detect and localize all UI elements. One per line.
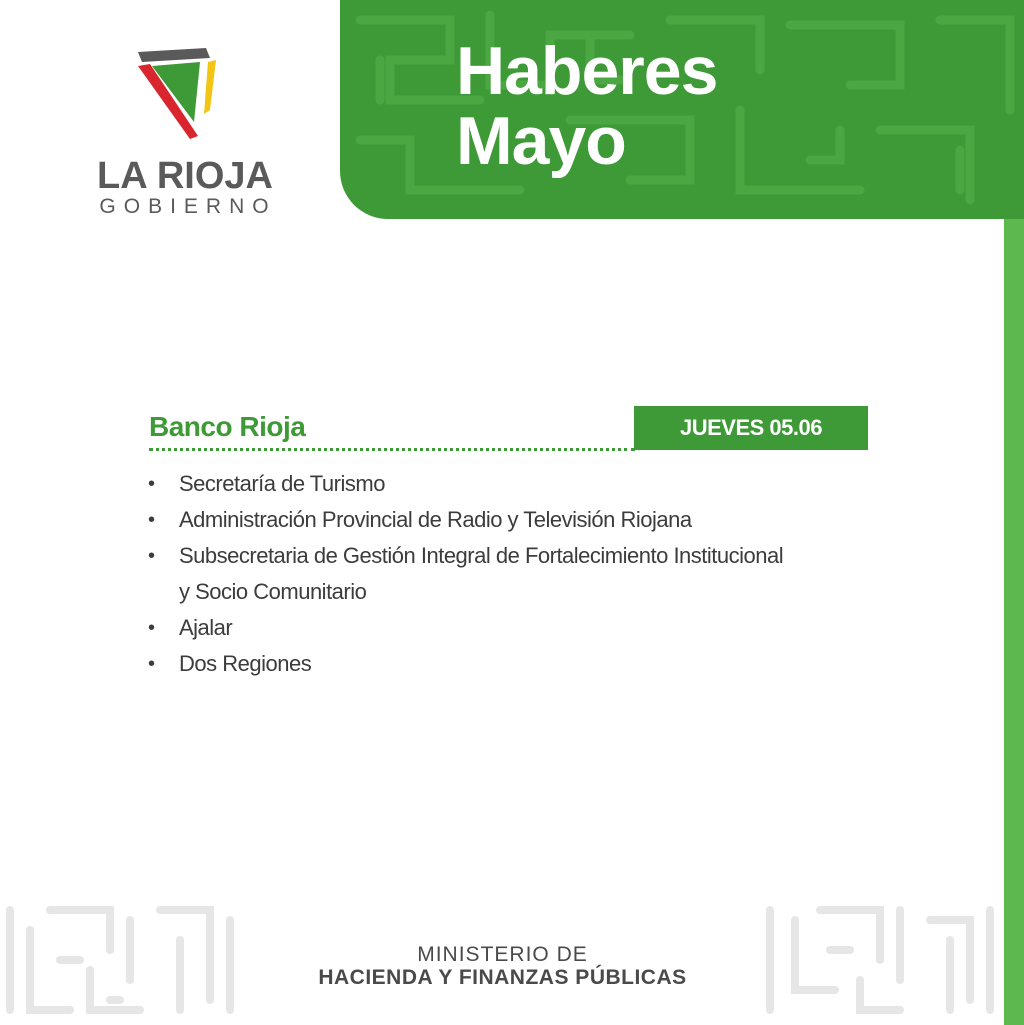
title-line-2: Mayo — [456, 103, 626, 179]
la-rioja-triangle-logo-icon — [136, 44, 218, 140]
footer-pattern-left-icon — [0, 900, 255, 1025]
bullet-icon: • — [148, 617, 155, 639]
logo-subtitle: GOBIERNO — [99, 195, 277, 218]
list-item: • Subsecretaria de Gestión Integral de Fortalecimiento Institucional — [145, 538, 905, 574]
ministry-footer — [280, 944, 725, 990]
bank-heading: Banco Rioja — [149, 411, 306, 442]
footer-line-1: MINISTERIO DE — [417, 943, 588, 966]
footer-pattern-right-icon — [760, 900, 1004, 1025]
title-line-1: Haberes — [456, 33, 718, 109]
bullet-icon: • — [148, 653, 155, 675]
list-item-continuation: y Socio Comunitario — [179, 579, 367, 604]
logo-name: LA RIOJA — [97, 155, 273, 197]
list-item: • Dos Regiones — [145, 646, 905, 682]
right-accent-bar — [1004, 218, 1024, 1025]
header-banner — [340, 0, 1024, 219]
dotted-divider — [149, 448, 635, 451]
list-item: • Administración Provincial de Radio y Televisión Riojana — [145, 502, 905, 538]
list-item: • Secretaría de Turismo — [145, 466, 905, 502]
footer-line-2: HACIENDA Y FINANZAS PÚBLICAS — [318, 966, 687, 989]
bullet-icon: • — [148, 473, 155, 495]
la-rioja-logo — [80, 44, 290, 224]
date-badge: JUEVES 05.06 — [634, 406, 868, 450]
bullet-icon: • — [148, 509, 155, 531]
page-title — [456, 33, 718, 179]
list-item: • Ajalar — [145, 610, 905, 646]
organization-list — [145, 466, 905, 682]
bullet-icon: • — [148, 545, 155, 567]
